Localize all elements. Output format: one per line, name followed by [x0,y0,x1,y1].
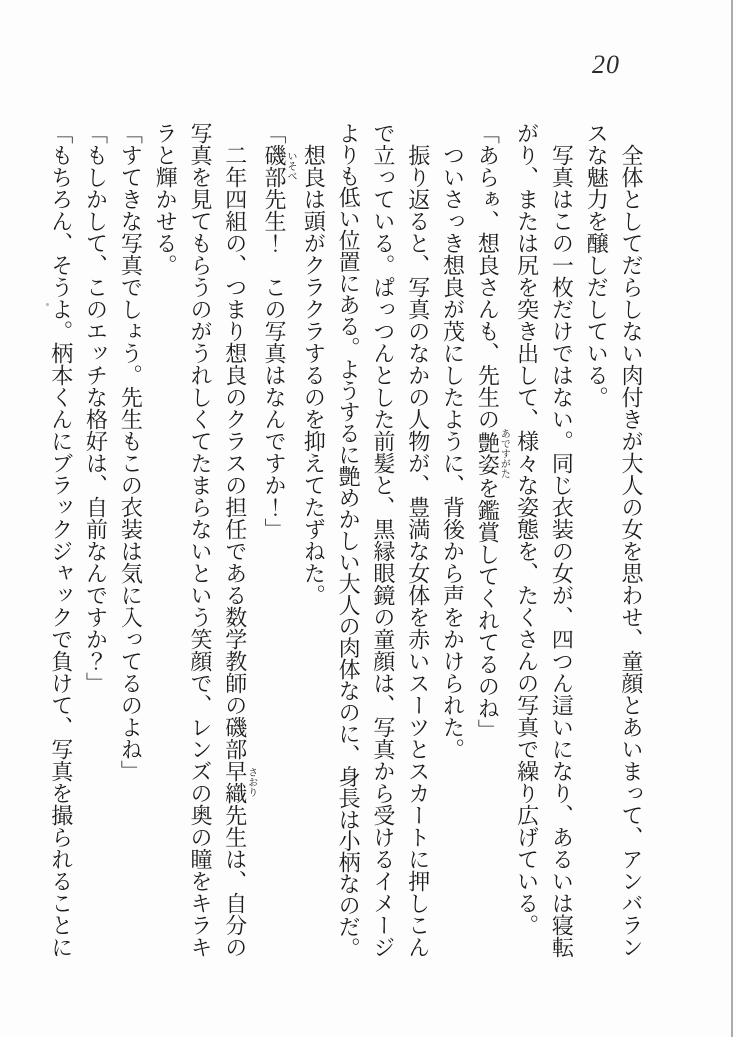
text-line: 写真はこの一枚だけではない。同じ衣装の女が、四つん這いになり、あるいは寝転 [549,144,575,958]
furigana-ruby: 磯部いそべ [262,144,297,188]
text-line: 二年四組の、つまり想良のクラスの担任である数学教師の磯部早織さおり先生は、自分の [222,144,257,958]
furigana-ruby: 艶姿あですがた [475,428,510,479]
text-block [48,122,648,962]
text-line: ついさっき想良が茂にしたように、背後から声をかけられた。 [440,144,466,760]
text-line: 写真を見てもらうのがうれしくてたまらないという笑顔で、レンズの奥の瞳をキラキ [187,122,213,958]
furigana-ruby: 早織さおり [222,760,257,804]
text-line: ラと輝かせる。 [153,122,179,276]
text-line: 「すてきな写真でしょう。先生もこの衣装は気に入ってるのよね」 [118,122,144,782]
text-line: がり、または尻を突き出して、様々な姿態を、たくさんの写真で繰り広げている。 [514,122,540,936]
text-line: 振り返ると、写真のなかの人物が、豊満な女体を赤いスーツとスカートに押しこん [405,144,431,958]
text-line: 「もちろん、そうよ。柄本くんにブラックジャックで負けて、写真を撮られることに [48,122,74,958]
scan-edge-line [731,0,733,1037]
text-line: スな魅力を醸しだしている。 [584,122,610,408]
text-line: 「もしかして、このエッチな格好は、自前なんですか？」 [83,122,109,694]
text-line: 「あらぁ、想良さんも、先生の艶姿あですがたを鑑賞してくれてるのね」 [475,122,510,741]
text-line: 「磯部いそべ先生！ この写真はなんですか！」 [262,122,297,540]
text-line: で立っている。ぱっつんとした前髪と、黒縁眼鏡の童顔は、写真から受けるイメージ [370,122,396,958]
text-line: 全体としてだらしない肉付きが大人の女を思わせ、童顔とあいまって、アンバラン [619,144,644,958]
page-number: 20 [592,50,620,79]
text-line: よりも低い位置にある。ようするに艶めかしい大人の肉体なのに、身長は小柄なのだ。 [336,122,362,959]
text-line: 想良は頭がクラクラするのを抑えてたずねた。 [301,144,327,606]
